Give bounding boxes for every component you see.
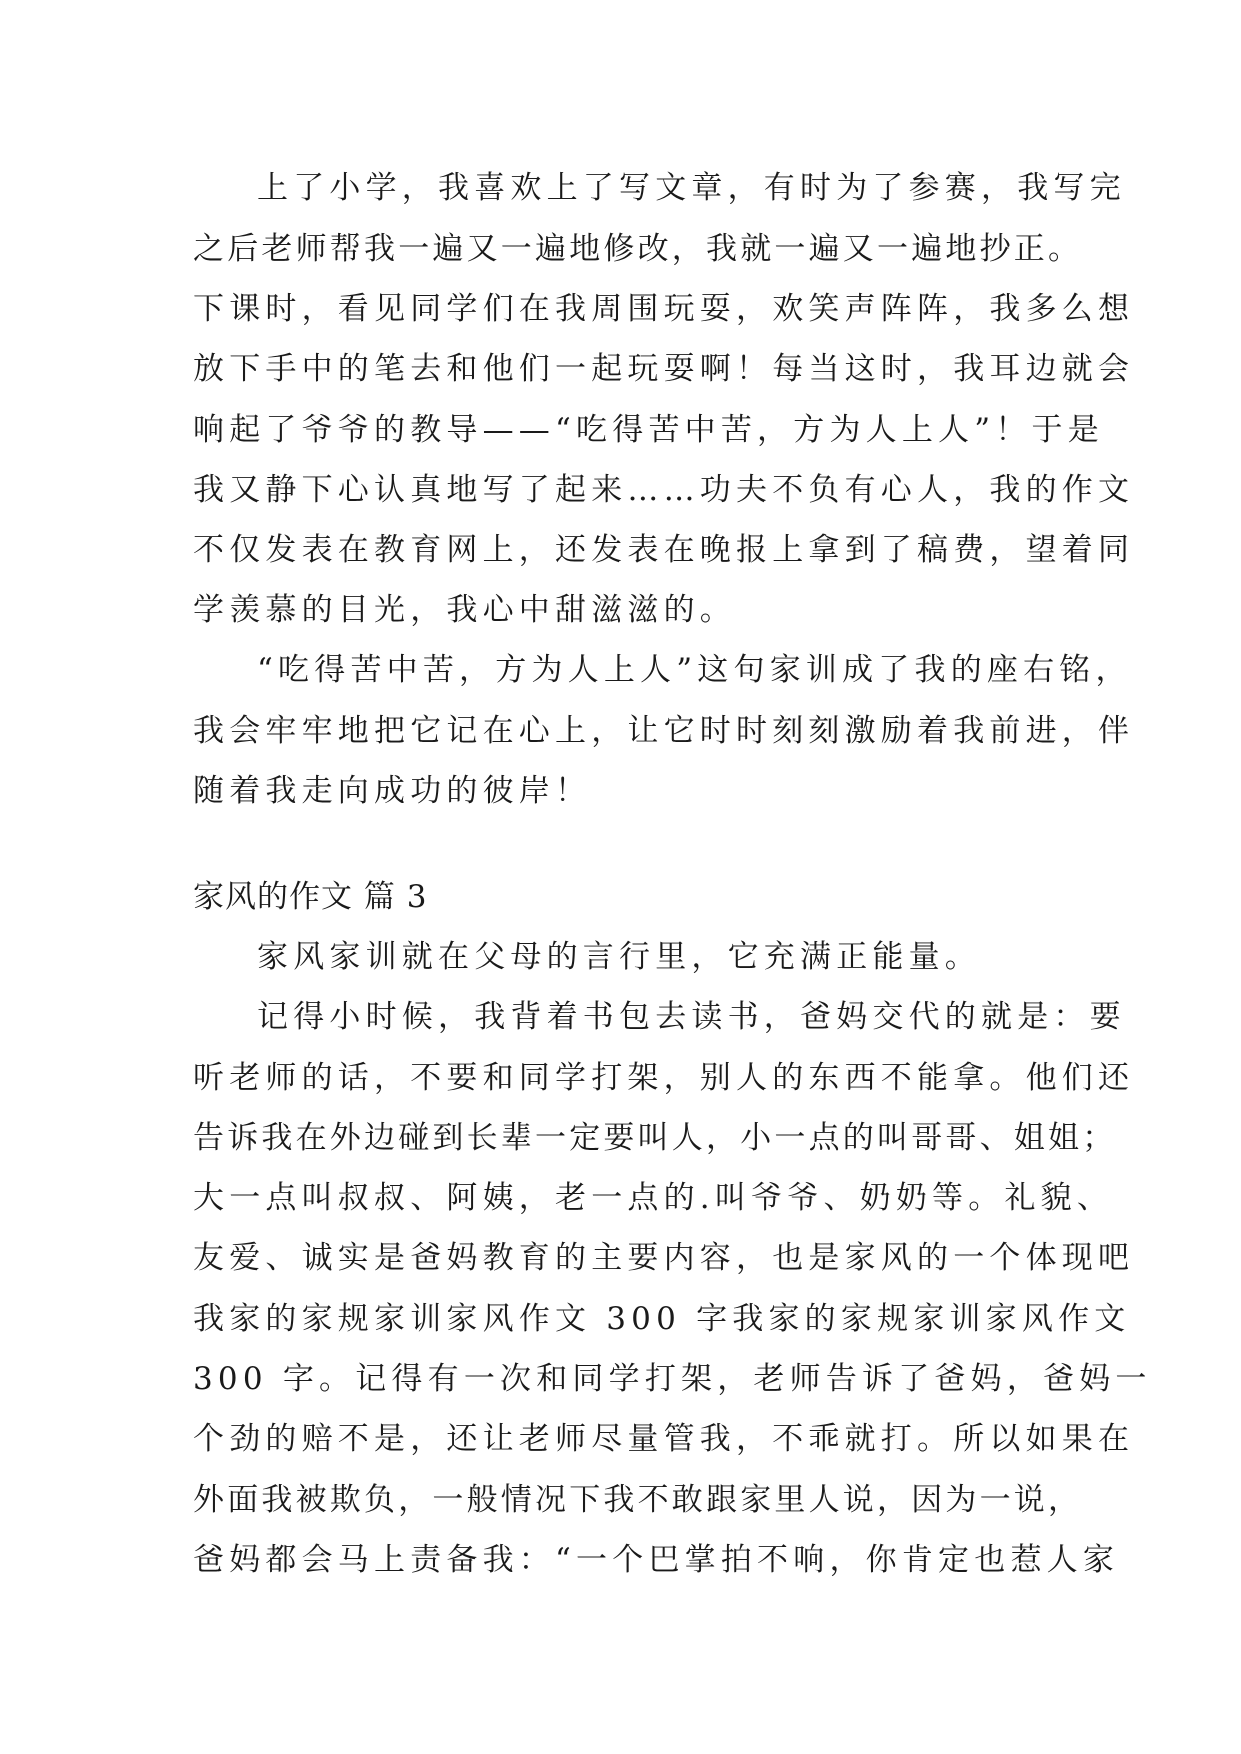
paragraph-line: 上了小学，我喜欢上了写文章，有时为了参赛，我写完 — [257, 170, 1126, 206]
paragraph-line: 不仅发表在教育网上，还发表在晚报上拿到了稿费，望着同 — [193, 532, 1135, 568]
paragraph-line: 听老师的话，不要和同学打架，别人的东西不能拿。他们还 — [193, 1060, 1135, 1096]
paragraph-line: 外面我被欺负，一般情况下我不敢跟家里人说，因为一说， — [193, 1482, 1083, 1518]
paragraph-line: 响起了爷爷的教导——“吃得苦中苦，方为人上人”！于是 — [193, 412, 1104, 448]
paragraph-line: “吃得苦中苦，方为人上人”这句家训成了我的座右铭， — [257, 652, 1132, 688]
paragraph-line: 我又静下心认真地写了起来……功夫不负有心人，我的作文 — [193, 472, 1135, 508]
paragraph-line: 告诉我在外边碰到长辈一定要叫人，小一点的叫哥哥、姐姐； — [193, 1120, 1117, 1156]
paragraph-line: 之后老师帮我一遍又一遍地修改，我就一遍又一遍地抄正。 — [193, 231, 1083, 267]
paragraph-line: 家风家训就在父母的言行里，它充满正能量。 — [257, 939, 981, 975]
paragraph-line: 友爱、诚实是爸妈教育的主要内容，也是家风的一个体现吧 — [193, 1240, 1135, 1276]
paragraph-line: 300 字。记得有一次和同学打架，老师告诉了爸妈，爸妈一 — [193, 1361, 1152, 1397]
paragraph-line: 大一点叫叔叔、阿姨，老一点的.叫爷爷、奶奶等。礼貌、 — [193, 1180, 1114, 1216]
section-heading: 家风的作文 篇 3 — [193, 879, 428, 915]
paragraph-line: 放下手中的笔去和他们一起玩耍啊！每当这时，我耳边就会 — [193, 351, 1135, 387]
paragraph-line: 我会牢牢地把它记在心上，让它时时刻刻激励着我前进，伴 — [193, 713, 1135, 749]
paragraph-line: 个劲的赔不是，还让老师尽量管我，不乖就打。所以如果在 — [193, 1421, 1135, 1457]
paragraph-line: 爸妈都会马上责备我：“一个巴掌拍不响，你肯定也惹人家 — [193, 1542, 1120, 1578]
paragraph-line: 记得小时候，我背着书包去读书，爸妈交代的就是：要 — [257, 999, 1126, 1035]
paragraph-line: 我家的家规家训家风作文 300 字我家的家规家训家风作文 — [193, 1301, 1131, 1337]
paragraph-line: 下课时，看见同学们在我周围玩耍，欢笑声阵阵，我多么想 — [193, 291, 1135, 327]
paragraph-line: 学羡慕的目光，我心中甜滋滋的。 — [193, 592, 736, 628]
paragraph-line: 随着我走向成功的彼岸！ — [193, 773, 592, 809]
